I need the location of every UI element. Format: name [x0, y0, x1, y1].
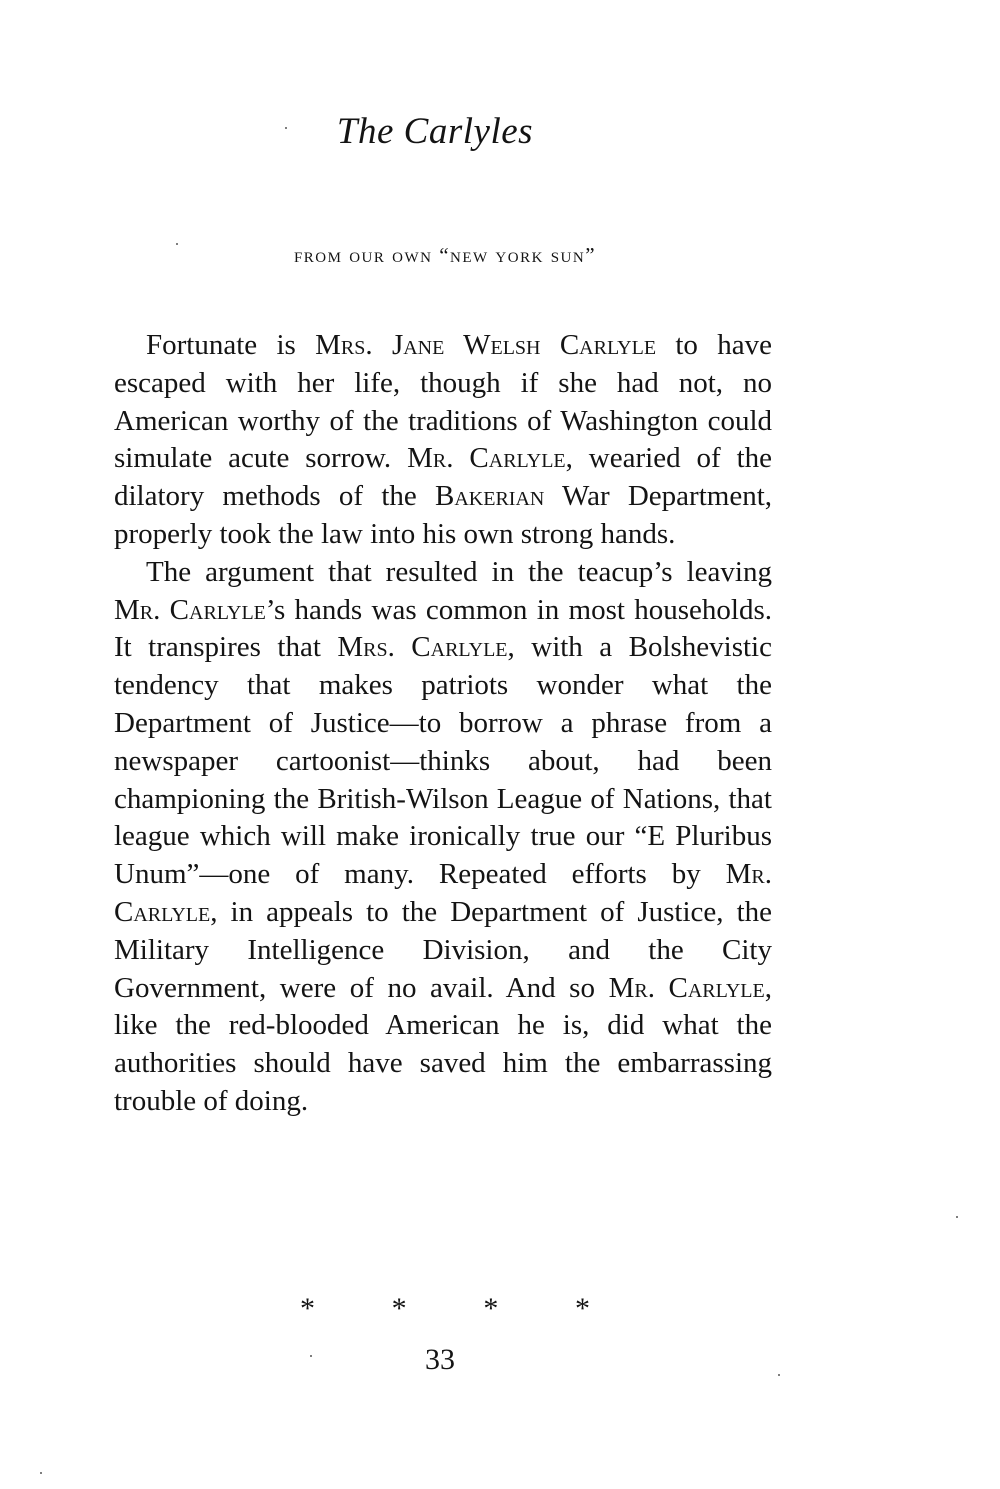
article-body — [114, 327, 772, 1121]
small-caps-name: Mrs. Jane Welsh Carlyle — [315, 329, 657, 361]
text-run: , like the red-blooded American he is, did what the authorities should have saved him the embarrassing trouble of doing. — [114, 971, 772, 1117]
scan-speck — [285, 127, 287, 129]
text-run: to have escaped with her life, though if she had not, no American worthy of the traditions of Washington could simulate acute sorrow. — [114, 329, 772, 475]
scan-speck — [310, 1355, 312, 1357]
text-run: , in appeals to the Department of Justice, the Military Intelligence Division, and the City Government, were of no avail. And so — [114, 895, 772, 1004]
separator-star: * — [483, 1292, 499, 1325]
small-caps-name: Bakerian — [435, 480, 545, 513]
separator-star: * — [574, 1292, 590, 1325]
text-run: The argument that resulted in the teacup’s leaving — [146, 555, 772, 588]
running-title: The Carlyles — [336, 111, 534, 152]
small-caps-name: Mr. Carlyle — [114, 593, 266, 626]
separator-star: * — [391, 1292, 407, 1325]
paragraph-1 — [114, 327, 772, 554]
small-caps-name: Mr. Carlyle — [407, 442, 566, 475]
text-run: , wearied of the dilatory methods of the — [114, 442, 772, 513]
page-number: 33 — [425, 1343, 455, 1376]
text-run: War Department, properly took the law into his own strong hands. — [114, 480, 772, 550]
text-run: , with a Bolshevistic tendency that makes patriots wonder what the Department of Justice—to borrow a phrase from a newspaper cartoonist—thinks about, had been championing the British-Wilson League of Nations, that league which will make ironically true our “E Pluribus Unum”—one of many. Repeated efforts by — [114, 631, 772, 891]
paragraph-2 — [114, 554, 772, 1121]
small-caps-name: Mrs. Carlyle — [337, 631, 508, 664]
small-caps-name: Mr. Carlyle — [114, 858, 772, 928]
section-heading: from our own “new york sun” — [293, 243, 597, 267]
text-run: ’s hands was common in most households. It transpires that — [114, 593, 773, 664]
scan-speck — [956, 1216, 958, 1218]
small-caps-name: Mr. Carlyle — [608, 971, 765, 1004]
scan-speck — [40, 1472, 42, 1474]
scan-speck — [778, 1374, 780, 1376]
separator-star: * — [300, 1292, 315, 1325]
scan-speck — [176, 243, 178, 245]
section-separator — [300, 1292, 590, 1326]
text-run: Fortunate is — [146, 329, 316, 361]
